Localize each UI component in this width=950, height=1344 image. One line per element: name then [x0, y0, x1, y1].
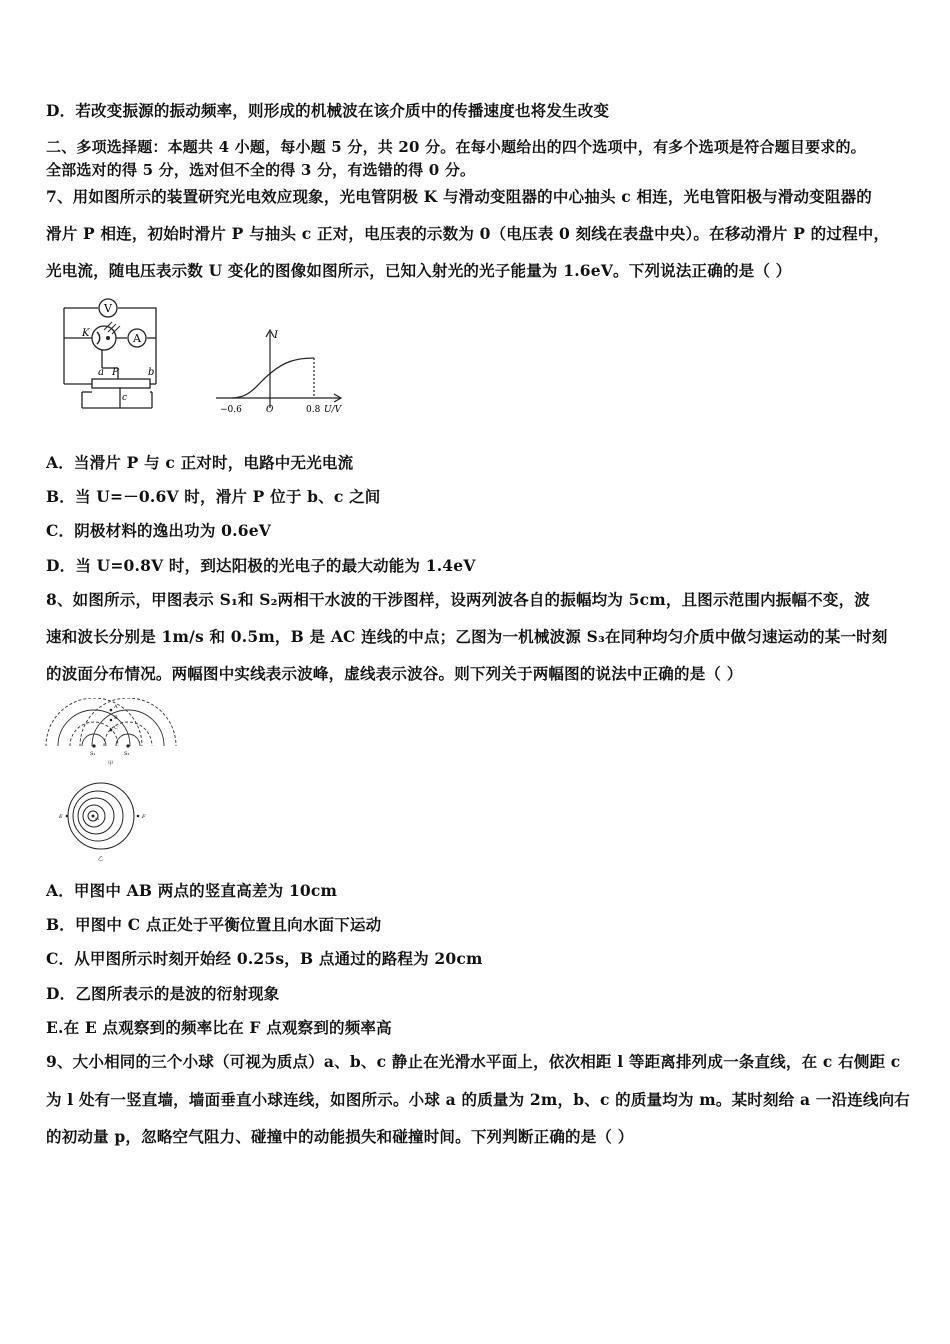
point-c-label: C: [114, 725, 118, 731]
q8-option-b: B．甲图中 C 点正处于平衡位置且向水面下运动: [46, 915, 382, 934]
slider-label-p: P: [112, 367, 119, 378]
q7-iu-graph: [210, 326, 360, 418]
q9-stem-line3: 的初动量 p，忽略空气阻力、碰撞中的动能损失和碰撞时间。下列判断正确的是（ ）: [46, 1127, 634, 1146]
section-heading-line2: 全部选对的得 5 分，选对但不全的得 3 分，有选错的得 0 分。: [46, 161, 476, 179]
source-s3-label: S₃: [95, 816, 100, 821]
graph-xlabel: U/V: [324, 405, 342, 415]
q8-option-d: D．乙图所表示的是波的衍射现象: [46, 984, 280, 1003]
q8-interference-figure: [44, 698, 178, 766]
point-b-label: B: [114, 715, 118, 721]
q7-option-d: D．当 U=0.8V 时，到达阳极的光电子的最大动能为 1.4eV: [46, 556, 476, 575]
point-f-label: F: [142, 814, 146, 820]
point-e-label: E: [59, 814, 63, 820]
point-a-label: A: [114, 704, 118, 710]
q8-stem-line2: 速和波长分别是 1m/s 和 0.5m，B 是 AC 连线的中点；乙图为一机械波源 S₃在同种均匀介质中做匀速运动的某一时刻: [46, 627, 888, 646]
graph-tick-zero: O: [266, 405, 274, 415]
q7-option-b: B．当 U=－0.6V 时，滑片 P 位于 b、c 之间: [46, 487, 381, 506]
ammeter-label: A: [133, 332, 141, 345]
source-s2-label: S₂: [124, 751, 130, 757]
rheostat-label-a: a: [98, 367, 104, 378]
tap-label-c: c: [122, 393, 128, 403]
q7-stem-line2: 滑片 P 相连，初始时滑片 P 与抽头 c 正对，电压表的示数为 0（电压表 0 刻线在表盘中央）。在移动滑片 P 的过程中，: [46, 224, 890, 243]
q7-stem-line3: 光电流，随电压表示数 U 变化的图像如图所示，已知入射光的光子能量为 1.6eV。下列说法正确的是（ ）: [46, 261, 792, 280]
section-heading-line1: 二、多项选择题：本题共 4 小题，每小题 5 分，共 20 分。在每小题给出的四个选项中，有多个选项是符合题目要求的。: [46, 138, 866, 156]
voltmeter-label: V: [104, 302, 112, 315]
q9-stem-line1: 9、大小相同的三个小球（可视为质点）a、b、c 静止在光滑水平面上，依次相距 l 等距离排列成一条直线，在 c 右侧距 c: [46, 1052, 901, 1071]
rheostat-label-b: b: [148, 367, 155, 378]
figure-jia-caption: 甲: [108, 761, 114, 766]
q8-moving-source-figure: [58, 778, 158, 862]
q8-option-c: C．从甲图所示时刻开始经 0.25s，B 点通过的路程为 20cm: [46, 949, 483, 968]
q8-option-e: E.在 E 点观察到的频率比在 F 点观察到的频率高: [46, 1018, 392, 1037]
q8-stem-line3: 的波面分布情况。两幅图中实线表示波峰，虚线表示波谷。则下列关于两幅图的说法中正确的是（ ）: [46, 664, 743, 683]
q9-stem-line2: 为 l 处有一竖直墙，墙面垂直小球连线，如图所示。小球 a 的质量为 2m，b、c 的质量均为 m。某时刻给 a 一沿连线向右: [46, 1090, 911, 1109]
graph-tick-pos: 0.8: [306, 405, 321, 415]
q7-option-a: A．当滑片 P 与 c 正对时，电路中无光电流: [46, 453, 354, 472]
graph-tick-neg: −0.6: [220, 405, 242, 415]
source-s1-label: S₁: [90, 751, 96, 757]
q6-option-d: D．若改变振源的振动频率，则形成的机械波在该介质中的传播速度也将发生改变: [46, 101, 610, 120]
figure-yi-caption: 乙: [98, 856, 104, 862]
q7-circuit-figure: [52, 296, 172, 421]
graph-ylabel: I: [274, 330, 278, 341]
cathode-label: K: [82, 328, 90, 339]
q7-stem-line1: 7、用如图所示的装置研究光电效应现象，光电管阴极 K 与滑动变阻器的中心抽头 c 相连，光电管阳极与滑动变阻器的: [46, 187, 872, 206]
q7-option-c: C．阴极材料的逸出功为 0.6eV: [46, 521, 271, 540]
q8-stem-line1: 8、如图所示，甲图表示 S₁和 S₂两相干水波的干涉图样，设两列波各自的振幅均为 5cm，且图示范围内振幅不变，波: [46, 590, 870, 609]
q8-option-a: A．甲图中 AB 两点的竖直高差为 10cm: [46, 881, 338, 900]
